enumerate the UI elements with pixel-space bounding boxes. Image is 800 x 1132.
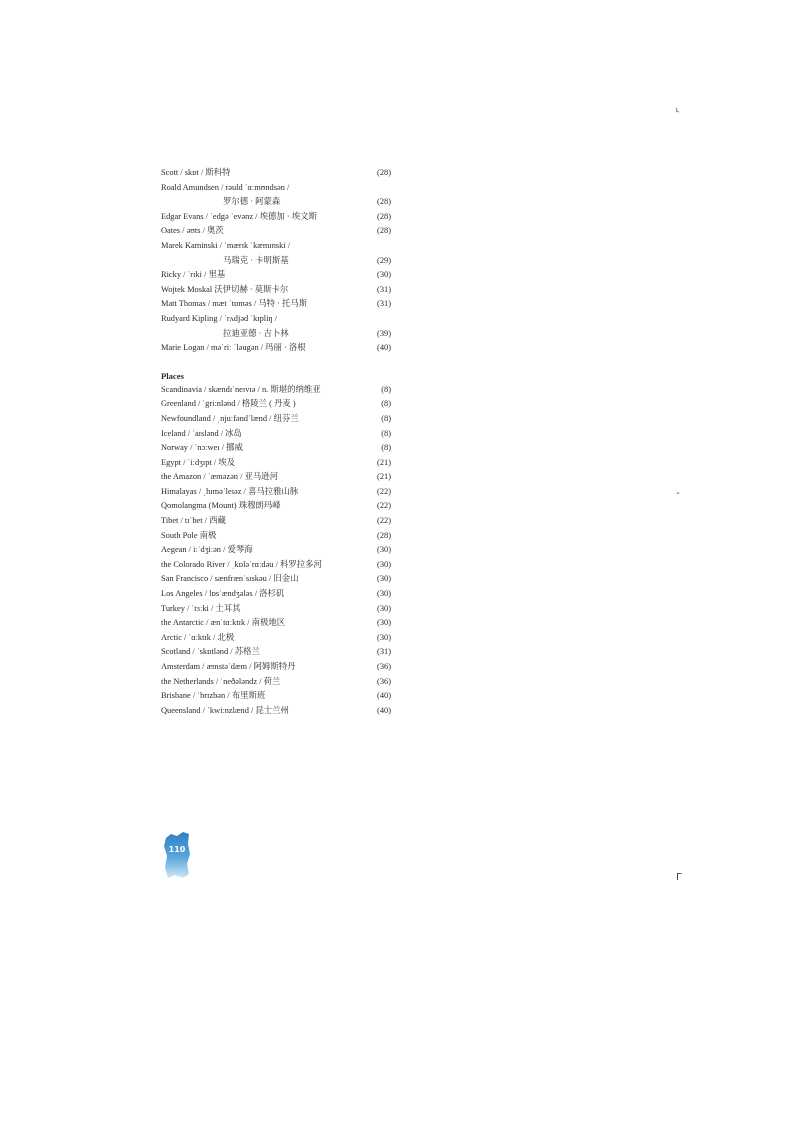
places-list <box>161 383 391 719</box>
person-entry <box>161 341 391 356</box>
place-entry <box>161 514 391 529</box>
crop-mark-bottom: Γ <box>676 872 682 883</box>
person-entry-continued <box>161 327 391 342</box>
entry-page-ref: (21) <box>377 457 391 467</box>
entry-text: Amsterdam / æmstəˈdæm / 阿姆斯特丹 <box>161 662 296 671</box>
entry-page-ref: (40) <box>377 343 391 353</box>
entry-text: Turkey / ˈtɜːki / 土耳其 <box>161 603 241 613</box>
entry-text: the Amazon / ˈæməzən / 亚马逊河 <box>161 472 278 482</box>
entry-page-ref: (28) <box>377 530 391 540</box>
entry-page-ref: (30) <box>377 559 391 569</box>
crop-mark-middle: - <box>676 488 680 499</box>
place-entry <box>161 645 391 660</box>
place-entry <box>161 675 391 690</box>
entry-page-ref: (31) <box>377 284 391 294</box>
entry-page-ref: (30) <box>377 270 391 280</box>
entry-page-ref: (30) <box>377 589 391 599</box>
place-entry <box>161 660 391 675</box>
entry-text: Edgar Evans / ˈedgə ˈevənz / 埃德加 · 埃文斯 <box>161 211 317 221</box>
place-entry <box>161 616 391 631</box>
entry-page-ref: (8) <box>381 399 391 409</box>
places-heading: Places <box>161 370 184 381</box>
glossary-column <box>161 166 391 718</box>
entry-text: Oates / əʊts / 奥茨 <box>161 226 224 236</box>
entry-text: South Pole 南极 <box>161 530 217 540</box>
entry-text: Wojtek Moskal 沃伊切赫 · 莫斯卡尔 <box>161 284 289 294</box>
entry-text: Greenland / ˈgriːnlənd / 格陵兰 ( 丹麦 ) <box>161 399 296 409</box>
entry-page-ref: (22) <box>377 501 391 511</box>
person-entry <box>161 268 391 283</box>
entry-page-ref: (30) <box>377 632 391 642</box>
place-entry <box>161 704 391 719</box>
person-entry <box>161 283 391 298</box>
people-list <box>161 166 391 356</box>
entry-page-ref: (21) <box>377 472 391 482</box>
person-entry <box>161 312 391 327</box>
place-entry <box>161 529 391 544</box>
entry-page-ref: (8) <box>381 443 391 453</box>
entry-text: Iceland / ˈaɪslənd / 冰岛 <box>161 428 242 438</box>
entry-text: Marek Kaminski / ˈmærɪk ˈkæmɪnski / <box>161 240 291 250</box>
person-entry <box>161 239 391 254</box>
entry-text: Scandinavia / skændɪˈneɪvɪə / n. 斯堪的纳维亚 <box>161 384 321 394</box>
entry-text: Rudyard Kipling / ˈrʌdjəd ˈkɪpliŋ / <box>161 313 278 323</box>
entry-page-ref: (31) <box>377 299 391 309</box>
entry-page-ref: (28) <box>377 168 391 177</box>
entry-page-ref: (39) <box>377 328 391 338</box>
place-entry <box>161 456 391 471</box>
page-number-badge <box>163 830 191 880</box>
entry-text: Scotland / ˈskɒtlənd / 苏格兰 <box>161 647 260 657</box>
entry-text: San Francisco / sænfrænˈsɪskəu / 旧金山 <box>161 574 299 584</box>
entry-text: the Netherlands / ˈneðələndz / 荷兰 <box>161 676 281 686</box>
entry-page-ref: (31) <box>377 647 391 657</box>
person-entry-continued <box>161 254 391 269</box>
place-entry <box>161 397 391 412</box>
place-entry <box>161 558 391 573</box>
entry-text: Los Angeles / lɒsˈændʒələs / 洛杉矶 <box>161 589 285 599</box>
entry-text: 马瑞克 · 卡明斯基 <box>223 255 289 265</box>
entry-text: Tibet / tɪˈbet / 西藏 <box>161 516 226 526</box>
entry-page-ref: (30) <box>377 603 391 613</box>
entry-page-ref: (8) <box>381 384 391 394</box>
place-entry <box>161 485 391 500</box>
place-entry <box>161 572 391 587</box>
entry-text: Marie Logan / məˈriː ˈləugən / 玛丽 · 洛根 <box>161 343 306 353</box>
entry-page-ref: (22) <box>377 516 391 526</box>
entry-page-ref: (8) <box>381 428 391 438</box>
place-entry <box>161 499 391 514</box>
person-entry <box>161 210 391 225</box>
person-entry <box>161 181 391 196</box>
place-entry <box>161 689 391 704</box>
entry-page-ref: (30) <box>377 618 391 628</box>
place-entry <box>161 587 391 602</box>
entry-page-ref: (8) <box>381 413 391 423</box>
place-entry <box>161 470 391 485</box>
place-entry <box>161 412 391 427</box>
entry-text: Himalayas / ˌhɪməˈleɪəz / 喜马拉雅山脉 <box>161 486 299 496</box>
entry-page-ref: (28) <box>377 211 391 221</box>
entry-page-ref: (40) <box>377 691 391 701</box>
entry-text: Brisbane / ˈbrɪzbən / 布里斯班 <box>161 691 266 701</box>
entry-text: Queensland / ˈkwiːnzlænd / 昆士兰州 <box>161 705 289 715</box>
entry-text: Norway / ˈnɔːweɪ / 挪威 <box>161 443 243 453</box>
entry-page-ref: (30) <box>377 545 391 555</box>
entry-page-ref: (36) <box>377 662 391 671</box>
entry-page-ref: (40) <box>377 705 391 715</box>
place-entry <box>161 631 391 646</box>
page-number: 110 <box>168 845 186 854</box>
entry-page-ref: (36) <box>377 676 391 686</box>
entry-text: Arctic / ˈɑːktɪk / 北极 <box>161 632 235 642</box>
entry-text: Matt Thomas / mæt ˈtɒməs / 马特 · 托马斯 <box>161 299 308 309</box>
entry-text: 拉迪亚德 · 吉卜林 <box>223 328 289 338</box>
entry-text: Egypt / ˈiːdʒɪpt / 埃及 <box>161 457 235 467</box>
entry-page-ref: (30) <box>377 574 391 584</box>
entry-page-ref: (28) <box>377 226 391 236</box>
place-entry <box>161 383 391 398</box>
crop-mark-top: ˪ <box>676 104 680 115</box>
entry-text: Newfoundland / ˌnjuːfəndˈlænd / 纽芬兰 <box>161 413 299 423</box>
place-entry <box>161 441 391 456</box>
entry-text: Qomolangma (Mount) 珠穆朗玛峰 <box>161 501 281 511</box>
person-entry <box>161 297 391 312</box>
place-entry <box>161 602 391 617</box>
person-entry <box>161 166 391 181</box>
entry-text: Aegean / iːˈdʒiːən / 爱琴海 <box>161 545 253 555</box>
entry-text: Roald Amundsen / rəuld ˈɑːmʊndsən / <box>161 182 290 192</box>
entry-text: the Antarctic / ænˈtɑːktɪk / 南极地区 <box>161 618 286 628</box>
entry-text: Scott / skɒt / 斯科特 <box>161 168 231 177</box>
page-badge-shape <box>163 830 191 880</box>
entry-text: 罗尔德 · 阿蒙森 <box>223 197 281 207</box>
person-entry-continued <box>161 195 391 210</box>
entry-text: the Colorado River / ˌkɒləˈrɑːdəu / 科罗拉多河 <box>161 559 322 569</box>
entry-page-ref: (28) <box>377 197 391 207</box>
place-entry <box>161 543 391 558</box>
person-entry <box>161 224 391 239</box>
entry-text: Ricky / ˈrɪki / 里基 <box>161 270 226 280</box>
place-entry <box>161 427 391 442</box>
entry-page-ref: (29) <box>377 255 391 265</box>
entry-page-ref: (22) <box>377 486 391 496</box>
